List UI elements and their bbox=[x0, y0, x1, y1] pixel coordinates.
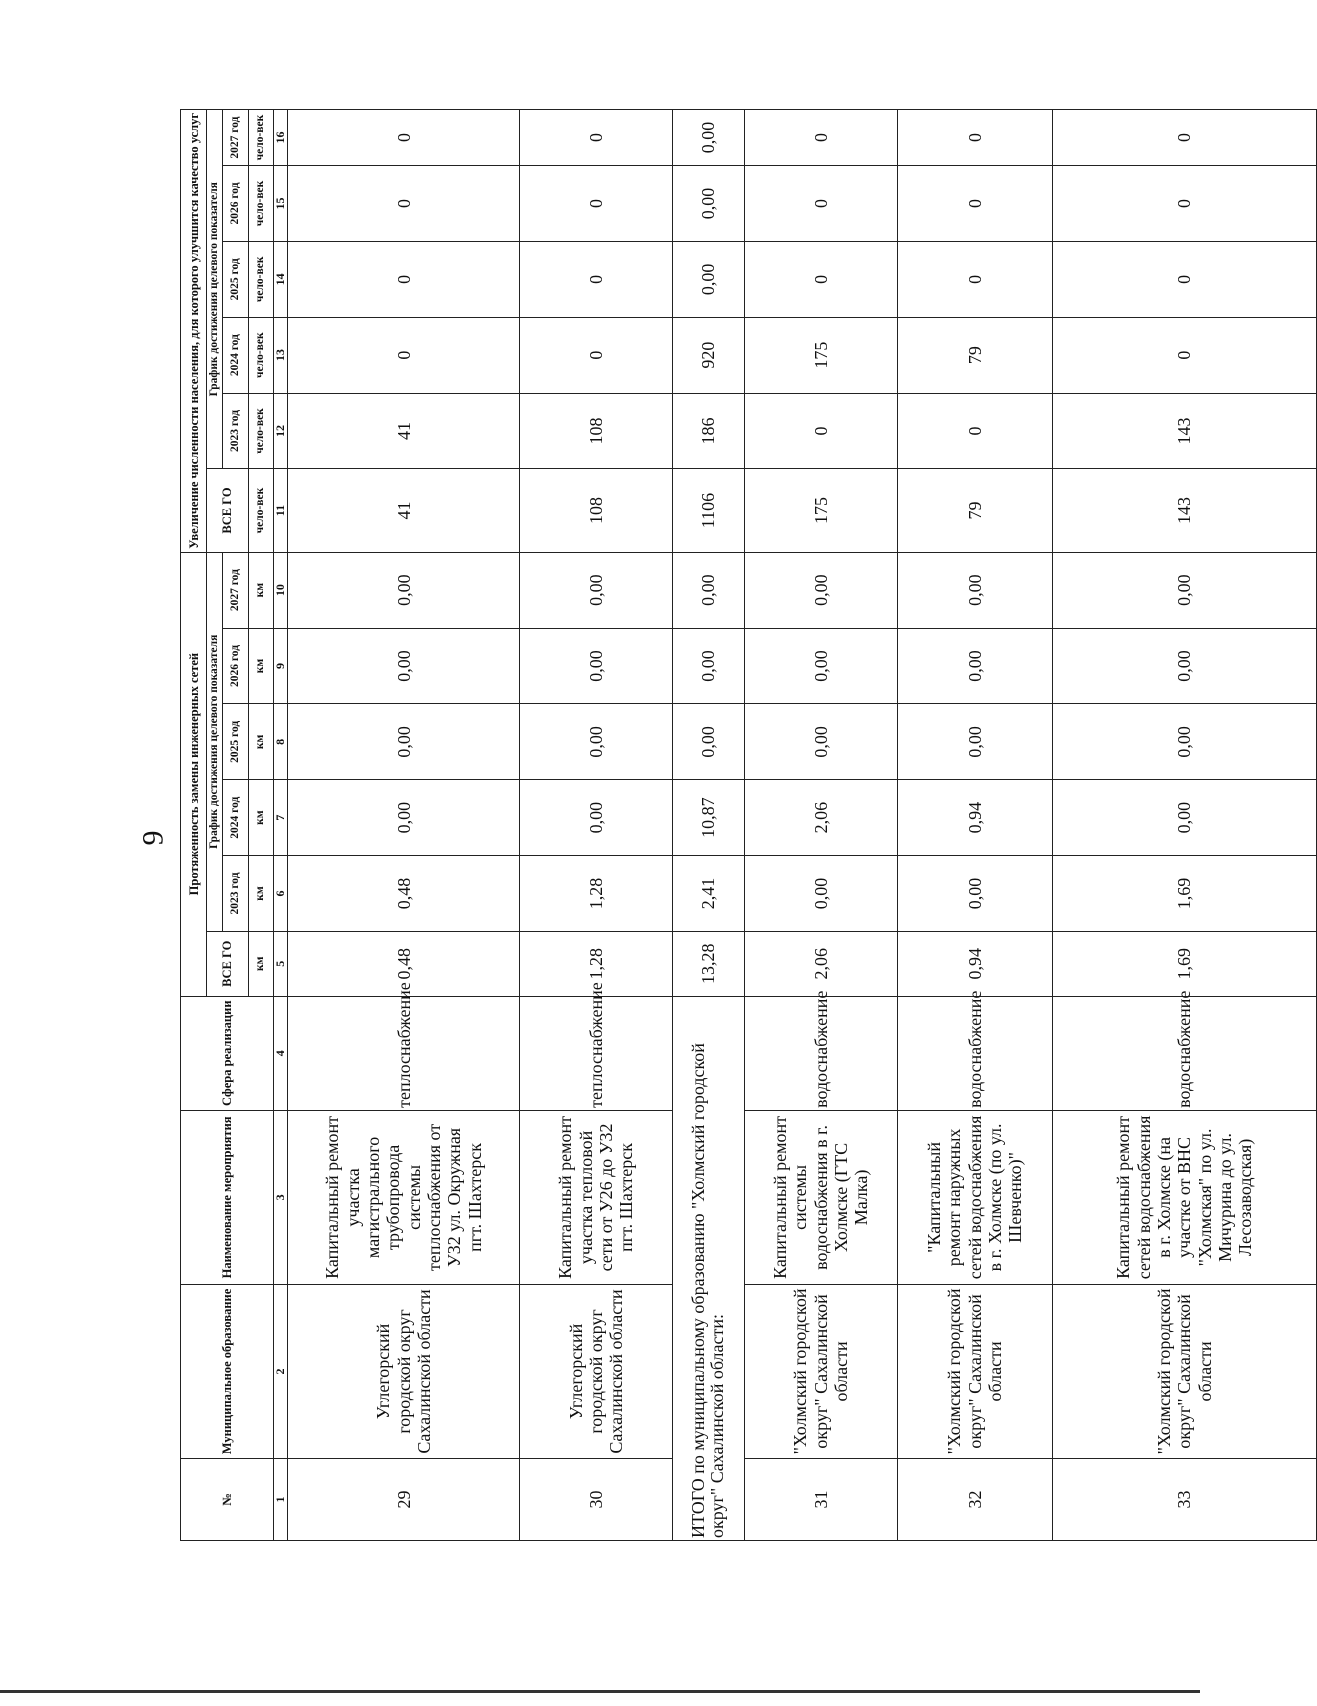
column-number: 12 bbox=[273, 393, 287, 469]
km-value: 0,00 bbox=[288, 704, 520, 780]
column-number: 1 bbox=[273, 1458, 287, 1540]
sphere-cell: водоснабжение bbox=[1053, 996, 1317, 1110]
km-value: 0,00 bbox=[745, 856, 898, 932]
km-value: 0,00 bbox=[288, 552, 520, 628]
km-value: 0,00 bbox=[672, 704, 744, 780]
rotated-table-container bbox=[180, 109, 1317, 1541]
total-row bbox=[672, 110, 744, 1541]
people-value: 0 bbox=[520, 317, 673, 393]
km-value: 2,06 bbox=[745, 931, 898, 996]
km-value: 0,00 bbox=[897, 856, 1052, 932]
km-value: 1,28 bbox=[520, 856, 673, 932]
unit-km: км bbox=[248, 704, 273, 780]
unit-km: км bbox=[248, 856, 273, 932]
people-value: 143 bbox=[1053, 393, 1317, 469]
unit-people: чело-век bbox=[248, 110, 273, 166]
column-number: 10 bbox=[273, 552, 287, 628]
km-value: 0,00 bbox=[672, 552, 744, 628]
total-label: ИТОГО по муниципальному образованию "Холмский городской округ" Сахалинской области: bbox=[672, 996, 744, 1540]
row-number: 31 bbox=[745, 1458, 898, 1540]
column-number: 15 bbox=[273, 166, 287, 242]
table-row bbox=[1053, 110, 1317, 1541]
header-networks-all: ВСЕ ГО bbox=[207, 931, 249, 996]
row-number: 30 bbox=[520, 1458, 673, 1540]
sphere-cell: теплоснабжение bbox=[288, 996, 520, 1110]
km-value: 0,94 bbox=[897, 780, 1052, 856]
table-row bbox=[745, 110, 898, 1541]
people-value: 0 bbox=[897, 393, 1052, 469]
header-year: 2026 год bbox=[222, 628, 248, 704]
km-value: 0,94 bbox=[897, 931, 1052, 996]
people-value: 0 bbox=[288, 317, 520, 393]
people-value: 41 bbox=[288, 393, 520, 469]
km-value: 0,00 bbox=[745, 628, 898, 704]
km-value: 0,00 bbox=[745, 552, 898, 628]
people-value: 186 bbox=[672, 393, 744, 469]
column-number: 16 bbox=[273, 110, 287, 166]
header-population-all: ВСЕ ГО bbox=[207, 469, 249, 552]
column-number: 3 bbox=[273, 1110, 287, 1284]
people-value: 0 bbox=[520, 166, 673, 242]
people-value: 0 bbox=[288, 110, 520, 166]
indicators-table bbox=[180, 109, 1317, 1541]
unit-km: км bbox=[248, 780, 273, 856]
km-value: 13,28 bbox=[672, 931, 744, 996]
unit-people: чело-век bbox=[248, 469, 273, 552]
people-value: 79 bbox=[897, 469, 1052, 552]
km-value: 0,00 bbox=[288, 780, 520, 856]
municipality-cell: Углегорский городской округ Сахалинской области bbox=[520, 1284, 673, 1458]
header-municipality: Муниципальное образование bbox=[181, 1284, 274, 1458]
km-value: 1,28 bbox=[520, 931, 673, 996]
municipality-cell: Углегорский городской округ Сахалинской области bbox=[288, 1284, 520, 1458]
header-year: 2024 год bbox=[222, 317, 248, 393]
km-value: 0,00 bbox=[745, 704, 898, 780]
people-value: 79 bbox=[897, 317, 1052, 393]
municipality-cell: "Холмский городской округ" Сахалинской области bbox=[745, 1284, 898, 1458]
table-row bbox=[897, 110, 1052, 1541]
table-row bbox=[520, 110, 673, 1541]
column-number: 7 bbox=[273, 780, 287, 856]
km-value: 1,69 bbox=[1053, 856, 1317, 932]
people-value: 0 bbox=[897, 166, 1052, 242]
people-value: 0,00 bbox=[672, 166, 744, 242]
km-value: 2,06 bbox=[745, 780, 898, 856]
km-value: 0,00 bbox=[520, 704, 673, 780]
column-number: 2 bbox=[273, 1284, 287, 1458]
header-year: 2027 год bbox=[222, 552, 248, 628]
header-population-schedule: График достижения целевого показателя bbox=[207, 110, 223, 469]
people-value: 0 bbox=[520, 110, 673, 166]
people-value: 0 bbox=[897, 110, 1052, 166]
people-value: 0 bbox=[745, 166, 898, 242]
km-value: 0,00 bbox=[897, 704, 1052, 780]
km-value: 0,00 bbox=[288, 628, 520, 704]
people-value: 175 bbox=[745, 469, 898, 552]
people-value: 0 bbox=[288, 166, 520, 242]
page-number: 9 bbox=[136, 830, 170, 846]
municipality-cell: "Холмский городской округ" Сахалинской области bbox=[897, 1284, 1052, 1458]
header-year: 2027 год bbox=[222, 110, 248, 166]
people-value: 0 bbox=[745, 393, 898, 469]
sphere-cell: водоснабжение bbox=[745, 996, 898, 1110]
municipality-cell: "Холмский городской округ" Сахалинской области bbox=[1053, 1284, 1317, 1458]
header-networks-group: Протяженность замены инженерных сетей bbox=[181, 552, 207, 996]
sphere-cell: теплоснабжение bbox=[520, 996, 673, 1110]
km-value: 2,41 bbox=[672, 856, 744, 932]
km-value: 0,00 bbox=[520, 628, 673, 704]
people-value: 0,00 bbox=[672, 110, 744, 166]
header-year: 2023 год bbox=[222, 393, 248, 469]
km-value: 0,00 bbox=[1053, 628, 1317, 704]
km-value: 0,00 bbox=[672, 628, 744, 704]
row-number: 33 bbox=[1053, 1458, 1317, 1540]
header-measure: Наименование мероприятия bbox=[181, 1110, 274, 1284]
row-number: 29 bbox=[288, 1458, 520, 1540]
people-value: 0 bbox=[288, 241, 520, 317]
km-value: 0,00 bbox=[897, 628, 1052, 704]
unit-people: чело-век bbox=[248, 166, 273, 242]
row-number: 32 bbox=[897, 1458, 1052, 1540]
km-value: 0,00 bbox=[520, 780, 673, 856]
column-number: 8 bbox=[273, 704, 287, 780]
column-number: 11 bbox=[273, 469, 287, 552]
sphere-cell: водоснабжение bbox=[897, 996, 1052, 1110]
km-value: 0,00 bbox=[520, 552, 673, 628]
people-value: 920 bbox=[672, 317, 744, 393]
column-number: 6 bbox=[273, 856, 287, 932]
header-sphere: Сфера реализации bbox=[181, 996, 274, 1110]
measure-cell: Капитальный ремонт сетей водоснабжения в г. Холмске (на участке от ВНС "Холмская" по ул. Мичурина до ул. Лесозаводская) bbox=[1053, 1110, 1317, 1284]
people-value: 41 bbox=[288, 469, 520, 552]
km-value: 0,48 bbox=[288, 856, 520, 932]
column-number: 14 bbox=[273, 241, 287, 317]
people-value: 108 bbox=[520, 469, 673, 552]
people-value: 0 bbox=[520, 241, 673, 317]
header-year: 2025 год bbox=[222, 241, 248, 317]
people-value: 0 bbox=[1053, 110, 1317, 166]
unit-people: чело-век bbox=[248, 393, 273, 469]
people-value: 108 bbox=[520, 393, 673, 469]
people-value: 0,00 bbox=[672, 241, 744, 317]
km-value: 0,00 bbox=[1053, 552, 1317, 628]
header-year: 2024 год bbox=[222, 780, 248, 856]
header-population-group: Увеличение численности населения, для которого улучшится качество услуг bbox=[181, 110, 207, 553]
table-row bbox=[288, 110, 520, 1541]
header-year: 2023 год bbox=[222, 856, 248, 932]
header-networks-schedule: График достижения целевого показателя bbox=[207, 552, 223, 931]
km-value: 0,00 bbox=[1053, 780, 1317, 856]
header-no: № bbox=[181, 1458, 274, 1540]
people-value: 143 bbox=[1053, 469, 1317, 552]
km-value: 10,87 bbox=[672, 780, 744, 856]
measure-cell: Капитальный ремонт участка магистрального трубопровода системы теплоснабжения от У32 ул. Окружная пгт. Шахтерск bbox=[288, 1110, 520, 1284]
people-value: 0 bbox=[1053, 166, 1317, 242]
unit-km: км bbox=[248, 628, 273, 704]
header-year: 2025 год bbox=[222, 704, 248, 780]
people-value: 0 bbox=[1053, 241, 1317, 317]
km-value: 0,00 bbox=[1053, 704, 1317, 780]
measure-cell: Капитальный ремонт системы водоснабжения в г. Холмске (ГТС Малка) bbox=[745, 1110, 898, 1284]
km-value: 1,69 bbox=[1053, 931, 1317, 996]
measure-cell: Капитальный ремонт участка тепловой сети от У26 до У32 пгт. Шахтерск bbox=[520, 1110, 673, 1284]
people-value: 0 bbox=[745, 241, 898, 317]
people-value: 1106 bbox=[672, 469, 744, 552]
column-number: 5 bbox=[273, 931, 287, 996]
unit-people: чело-век bbox=[248, 317, 273, 393]
people-value: 0 bbox=[897, 241, 1052, 317]
people-value: 0 bbox=[1053, 317, 1317, 393]
column-number: 13 bbox=[273, 317, 287, 393]
people-value: 0 bbox=[745, 110, 898, 166]
header-year: 2026 год bbox=[222, 166, 248, 242]
scan-edge-line bbox=[0, 1690, 1200, 1693]
km-value: 0,48 bbox=[288, 931, 520, 996]
km-value: 0,00 bbox=[897, 552, 1052, 628]
column-number: 4 bbox=[273, 996, 287, 1110]
unit-people: чело-век bbox=[248, 241, 273, 317]
unit-km: км bbox=[248, 931, 273, 996]
people-value: 175 bbox=[745, 317, 898, 393]
unit-km: км bbox=[248, 552, 273, 628]
column-number: 9 bbox=[273, 628, 287, 704]
measure-cell: "Капитальный ремонт наружных сетей водоснабжения в г. Холмске (по ул. Шевченко)" bbox=[897, 1110, 1052, 1284]
